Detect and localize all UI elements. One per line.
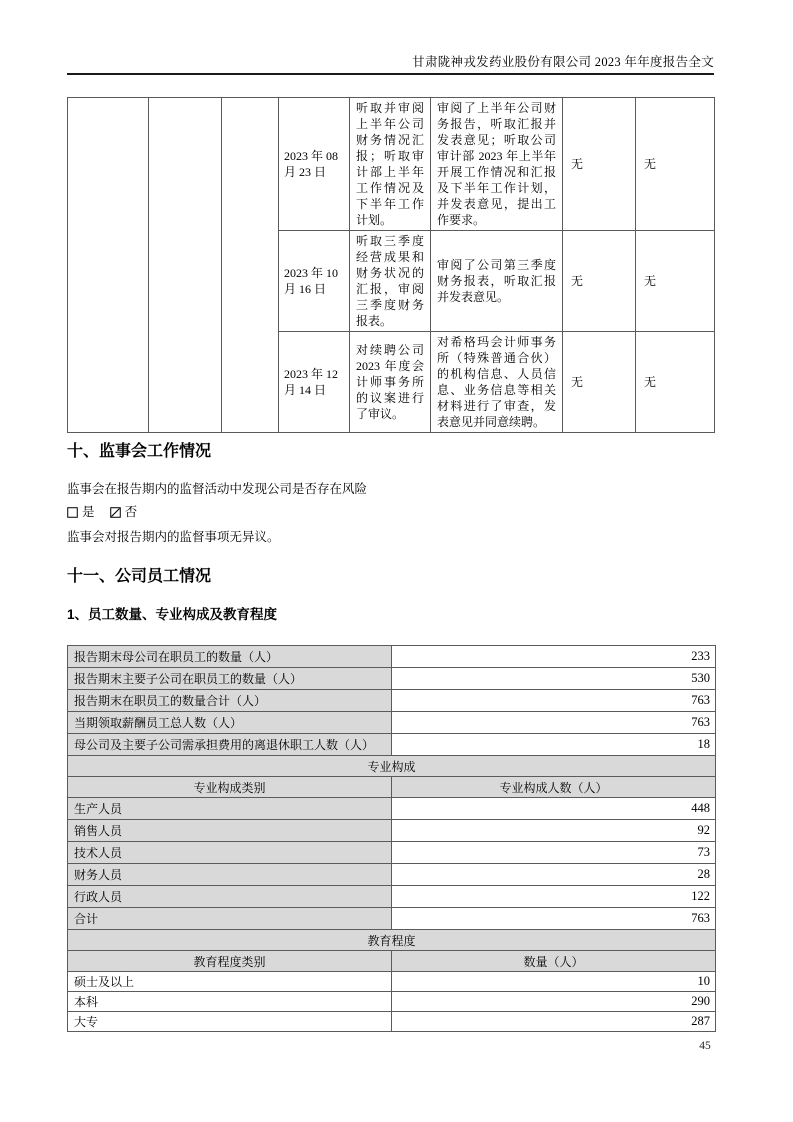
profession-category-header: 专业构成类别 [68,777,392,798]
education-category-header: 教育程度类别 [68,951,392,972]
table-row [68,734,716,756]
stat-label: 报告期末主要子公司在职员工的数量（人） [68,668,392,690]
option-yes-label: 是 [82,505,95,519]
education-section-header: 教育程度 [68,930,716,951]
table-row [68,908,716,930]
stat-label: 大专 [68,1012,392,1032]
stat-value: 10 [392,972,716,992]
section-title-employees: 十一、公司员工情况 [67,568,212,585]
stat-label: 母公司及主要子公司需承担费用的离退休职工人数（人） [68,734,392,756]
section-title-supervisory: 十、监事会工作情况 [67,443,212,460]
stat-value: 287 [392,1012,716,1032]
stat-label: 技术人员 [68,842,392,864]
option-no [110,504,138,520]
supervisory-risk-question: 监事会在报告期内的监督活动中发现公司是否存在风险 [67,482,368,496]
checkbox-checked-icon [110,507,121,518]
table-row [68,690,716,712]
supervisory-risk-options [67,504,714,522]
stat-label: 当期领取薪酬员工总人数（人） [68,712,392,734]
table-row [68,951,716,972]
meeting-none-a: 无 [563,332,636,433]
stat-value: 28 [392,864,716,886]
stat-label: 合计 [68,908,392,930]
stat-label: 报告期末母公司在职员工的数量（人） [68,646,392,668]
stat-label: 财务人员 [68,864,392,886]
stat-label: 行政人员 [68,886,392,908]
employee-statistics-table [67,645,716,1032]
table-row [68,820,716,842]
page-number: 45 [699,1040,711,1052]
meeting-none-b: 无 [636,98,715,231]
stat-value: 448 [392,798,716,820]
stat-label: 硕士及以上 [68,972,392,992]
stat-value: 290 [392,992,716,1012]
stat-value: 122 [392,886,716,908]
table-row [68,886,716,908]
stat-value: 763 [392,908,716,930]
supervisory-meetings-table [67,97,715,433]
stat-value: 763 [392,690,716,712]
option-no-label: 否 [124,505,138,519]
stat-label: 生产人员 [68,798,392,820]
supervisory-conclusion: 监事会对报告期内的监督事项无异议。 [67,530,280,544]
table-row [68,972,716,992]
stat-value: 18 [392,734,716,756]
profession-section-header: 专业构成 [68,756,716,777]
meeting-date: 2023 年 08 月 23 日 [279,98,350,231]
stat-value: 233 [392,646,716,668]
stat-value: 763 [392,712,716,734]
table-row [68,1012,716,1032]
meeting-date: 2023 年 10 月 16 日 [279,231,350,332]
subsection-title-employee-numbers: 1、员工数量、专业构成及教育程度 [67,607,278,622]
table-row [68,798,716,820]
meeting-topic: 听取三季度经营成果和财务状况的汇报，审阅三季度财务报表。 [350,231,431,332]
meeting-review: 审阅了公司第三季度财务报表，听取汇报并发表意见。 [431,231,563,332]
profession-count-header: 专业构成人数（人） [392,777,716,798]
document-header-title: 甘肃陇神戎发药业股份有限公司 2023 年年度报告全文 [412,55,714,69]
table-row [68,777,716,798]
meeting-date: 2023 年 12 月 14 日 [279,332,350,433]
stat-value: 92 [392,820,716,842]
table-row [68,98,715,231]
table-row [68,992,716,1012]
empty-cell [68,98,149,433]
table-row [68,864,716,886]
empty-cell [149,98,222,433]
stat-label: 报告期末在职员工的数量合计（人） [68,690,392,712]
empty-cell [222,98,279,433]
meeting-none-b: 无 [636,332,715,433]
stat-value: 530 [392,668,716,690]
table-row [68,712,716,734]
meeting-none-a: 无 [563,231,636,332]
stat-label: 本科 [68,992,392,1012]
checkbox-unchecked-icon [67,507,78,518]
stat-label: 销售人员 [68,820,392,842]
meeting-topic: 对续聘公司 2023 年度会计师事务所的议案进行了审议。 [350,332,431,433]
meeting-review: 对希格玛会计师事务所（特殊普通合伙）的机构信息、人员信息、业务信息等相关材料进行了审查，发表意见并同意续聘。 [431,332,563,433]
education-count-header: 数量（人） [392,951,716,972]
header-rule [67,73,714,75]
table-row [68,842,716,864]
table-row [68,930,716,951]
meeting-none-b: 无 [636,231,715,332]
meeting-topic: 听取并审阅上半年公司财务情况汇报；听取审计部上半年工作情况及下半年工作计划。 [350,98,431,231]
stat-value: 73 [392,842,716,864]
table-row [68,756,716,777]
table-row [68,668,716,690]
meeting-none-a: 无 [563,98,636,231]
table-row [68,646,716,668]
option-yes [67,504,95,520]
meeting-review: 审阅了上半年公司财务报告，听取汇报并发表意见；听取公司审计部 2023 年上半年开展工作情况和汇报及下半年工作计划，并发表意见，提出工作要求。 [431,98,563,231]
